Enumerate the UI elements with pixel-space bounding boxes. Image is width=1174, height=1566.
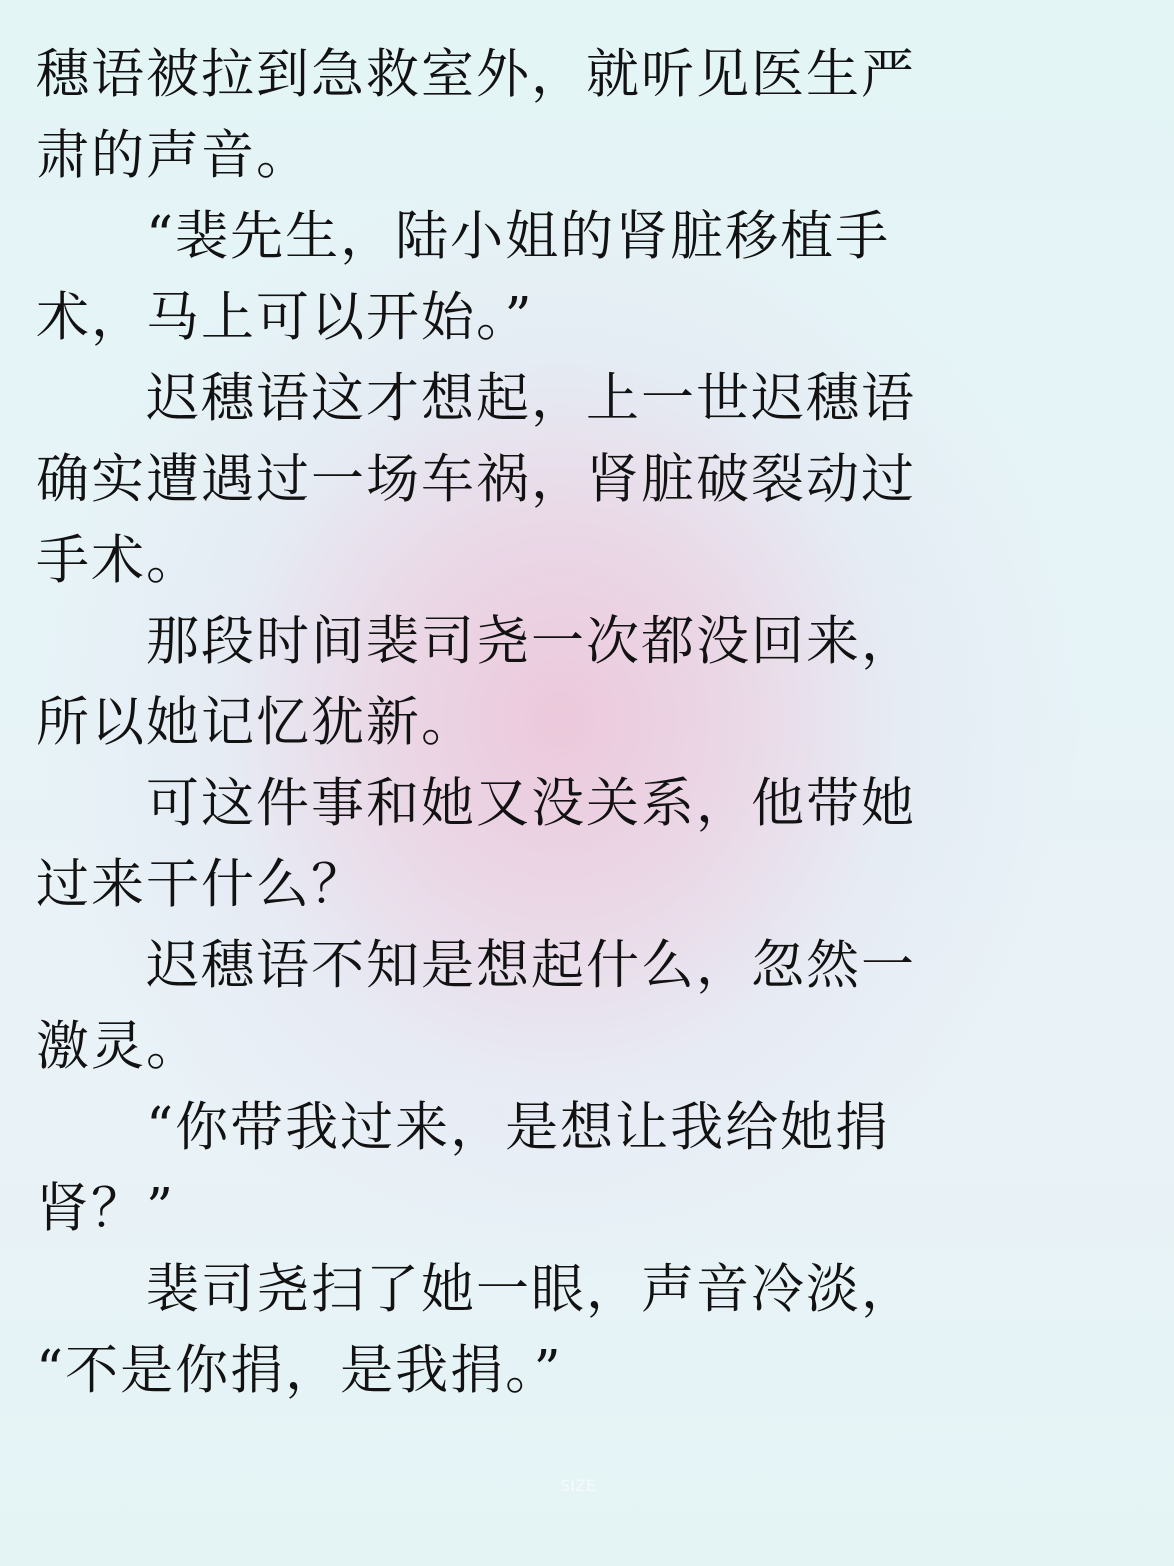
text-line: 所以她记忆犹新。 [36,692,476,753]
text-line: 过来干什么？ [36,854,366,915]
text-line: “你带我过来，是想让我给她捐 [36,1097,891,1158]
text-line: 手术。 [36,530,201,591]
text-line: 裴司尧扫了她一眼，声音冷淡， [36,1259,916,1320]
text-line: 穗语被拉到急救室外，就听见医生严 [36,44,916,105]
text-line: “不是你捐，是我捐。” [36,1340,563,1401]
text-line: 迟穗语这才想起，上一世迟穗语 [36,368,916,429]
text-line: 那段时间裴司尧一次都没回来， [36,611,916,672]
text-line: 可这件事和她又没关系，他带她 [36,773,916,834]
watermark: SIZE [560,1476,596,1495]
text-line: 肃的声音。 [36,125,311,186]
story-text [36,34,1096,1411]
text-line: 肾？” [36,1178,176,1239]
text-line: 迟穗语不知是想起什么，忽然一 [36,935,916,996]
text-line: “裴先生，陆小姐的肾脏移植手 [36,206,891,267]
text-line: 激灵。 [36,1016,201,1077]
text-line: 术，马上可以开始。” [36,287,534,348]
text-line: 确实遭遇过一场车祸，肾脏破裂动过 [36,449,916,510]
